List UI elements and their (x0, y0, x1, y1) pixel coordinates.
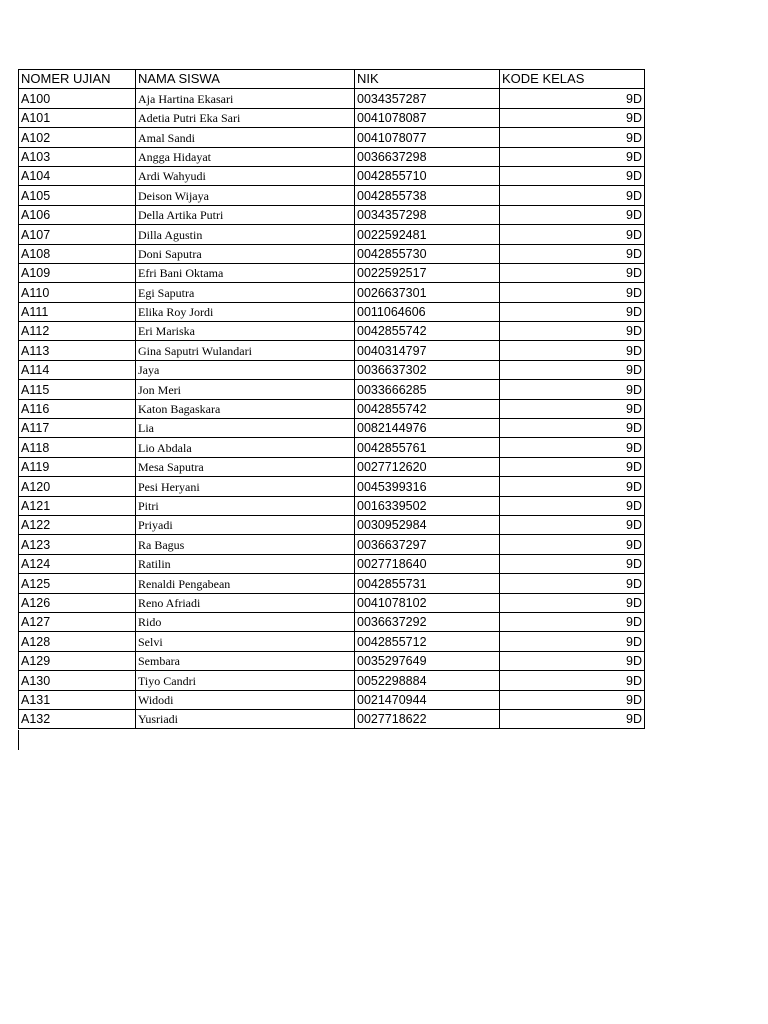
student-name-cell: Selvi (136, 632, 355, 651)
table-row (19, 147, 645, 166)
class-code-cell: 9D (500, 574, 645, 593)
student-name-cell: Renaldi Pengabean (136, 574, 355, 593)
student-name-cell: Della Artika Putri (136, 205, 355, 224)
exam-number-cell: A102 (19, 128, 136, 147)
table-row (19, 108, 645, 127)
header-row (19, 70, 645, 89)
class-code-cell: 9D (500, 341, 645, 360)
table-row (19, 166, 645, 185)
table-row (19, 341, 645, 360)
exam-number-cell: A117 (19, 419, 136, 438)
nik-cell: 0022592517 (355, 263, 500, 282)
roster-body (19, 89, 645, 729)
table-row (19, 302, 645, 321)
table-row (19, 244, 645, 263)
student-name-cell: Reno Afriadi (136, 593, 355, 612)
table-row (19, 457, 645, 476)
header-exam-number: NOMER UJIAN (19, 70, 136, 89)
nik-cell: 0052298884 (355, 671, 500, 690)
student-name-cell: Priyadi (136, 515, 355, 534)
exam-number-cell: A132 (19, 709, 136, 728)
exam-number-cell: A129 (19, 651, 136, 670)
class-code-cell: 9D (500, 554, 645, 573)
student-name-cell: Elika Roy Jordi (136, 302, 355, 321)
table-row (19, 632, 645, 651)
exam-number-cell: A106 (19, 205, 136, 224)
exam-number-cell: A115 (19, 380, 136, 399)
student-name-cell: Yusriadi (136, 709, 355, 728)
nik-cell: 0026637301 (355, 283, 500, 302)
class-code-cell: 9D (500, 147, 645, 166)
class-code-cell: 9D (500, 244, 645, 263)
class-code-cell: 9D (500, 263, 645, 282)
table-row (19, 322, 645, 341)
nik-cell: 0036637298 (355, 147, 500, 166)
class-code-cell: 9D (500, 651, 645, 670)
student-name-cell: Lio Abdala (136, 438, 355, 457)
class-code-cell: 9D (500, 457, 645, 476)
nik-cell: 0027718640 (355, 554, 500, 573)
student-name-cell: Sembara (136, 651, 355, 670)
table-row (19, 593, 645, 612)
table-row (19, 651, 645, 670)
nik-cell: 0036637297 (355, 535, 500, 554)
class-code-cell: 9D (500, 283, 645, 302)
nik-cell: 0035297649 (355, 651, 500, 670)
table-row (19, 205, 645, 224)
nik-cell: 0011064606 (355, 302, 500, 321)
class-code-cell: 9D (500, 108, 645, 127)
student-name-cell: Pesi Heryani (136, 477, 355, 496)
table-row (19, 477, 645, 496)
class-code-cell: 9D (500, 671, 645, 690)
class-code-cell: 9D (500, 360, 645, 379)
class-code-cell: 9D (500, 535, 645, 554)
student-roster-sheet (18, 69, 644, 729)
exam-number-cell: A123 (19, 535, 136, 554)
exam-number-cell: A103 (19, 147, 136, 166)
exam-number-cell: A111 (19, 302, 136, 321)
exam-number-cell: A100 (19, 89, 136, 108)
class-code-cell: 9D (500, 632, 645, 651)
class-code-cell: 9D (500, 225, 645, 244)
nik-cell: 0033666285 (355, 380, 500, 399)
student-name-cell: Widodi (136, 690, 355, 709)
student-name-cell: Lia (136, 419, 355, 438)
nik-cell: 0042855710 (355, 166, 500, 185)
student-name-cell: Jon Meri (136, 380, 355, 399)
nik-cell: 0042855712 (355, 632, 500, 651)
exam-number-cell: A112 (19, 322, 136, 341)
student-name-cell: Efri Bani Oktama (136, 263, 355, 282)
nik-cell: 0042855731 (355, 574, 500, 593)
student-name-cell: Amal Sandi (136, 128, 355, 147)
table-row (19, 496, 645, 515)
nik-cell: 0042855742 (355, 322, 500, 341)
nik-cell: 0034357298 (355, 205, 500, 224)
nik-cell: 0034357287 (355, 89, 500, 108)
class-code-cell: 9D (500, 205, 645, 224)
student-name-cell: Ratilin (136, 554, 355, 573)
exam-number-cell: A116 (19, 399, 136, 418)
table-row (19, 186, 645, 205)
student-name-cell: Doni Saputra (136, 244, 355, 263)
table-row (19, 283, 645, 302)
header-class-code: KODE KELAS (500, 70, 645, 89)
nik-cell: 0027712620 (355, 457, 500, 476)
table-row (19, 709, 645, 728)
exam-number-cell: A113 (19, 341, 136, 360)
table-row (19, 380, 645, 399)
exam-number-cell: A127 (19, 612, 136, 631)
class-code-cell: 9D (500, 322, 645, 341)
class-code-cell: 9D (500, 709, 645, 728)
class-code-cell: 9D (500, 89, 645, 108)
table-row (19, 263, 645, 282)
student-name-cell: Rido (136, 612, 355, 631)
table-row (19, 419, 645, 438)
nik-cell: 0021470944 (355, 690, 500, 709)
class-code-cell: 9D (500, 438, 645, 457)
student-name-cell: Ra Bagus (136, 535, 355, 554)
exam-number-cell: A119 (19, 457, 136, 476)
class-code-cell: 9D (500, 612, 645, 631)
exam-number-cell: A101 (19, 108, 136, 127)
table-row (19, 554, 645, 573)
student-name-cell: Tiyo Candri (136, 671, 355, 690)
student-name-cell: Eri Mariska (136, 322, 355, 341)
exam-number-cell: A126 (19, 593, 136, 612)
exam-number-cell: A105 (19, 186, 136, 205)
exam-number-cell: A114 (19, 360, 136, 379)
class-code-cell: 9D (500, 128, 645, 147)
exam-number-cell: A107 (19, 225, 136, 244)
nik-cell: 0030952984 (355, 515, 500, 534)
table-row (19, 690, 645, 709)
nik-cell: 0082144976 (355, 419, 500, 438)
nik-cell: 0036637292 (355, 612, 500, 631)
class-code-cell: 9D (500, 186, 645, 205)
student-roster-table (18, 69, 645, 729)
class-code-cell: 9D (500, 302, 645, 321)
nik-cell: 0040314797 (355, 341, 500, 360)
class-code-cell: 9D (500, 496, 645, 515)
header-student-name: NAMA SISWA (136, 70, 355, 89)
table-row (19, 574, 645, 593)
table-row (19, 535, 645, 554)
table-row (19, 515, 645, 534)
student-name-cell: Jaya (136, 360, 355, 379)
student-name-cell: Pitri (136, 496, 355, 515)
class-code-cell: 9D (500, 593, 645, 612)
table-row (19, 128, 645, 147)
student-name-cell: Angga Hidayat (136, 147, 355, 166)
table-row (19, 360, 645, 379)
table-row (19, 225, 645, 244)
class-code-cell: 9D (500, 477, 645, 496)
student-name-cell: Mesa Saputra (136, 457, 355, 476)
nik-cell: 0041078077 (355, 128, 500, 147)
nik-cell: 0042855738 (355, 186, 500, 205)
exam-number-cell: A122 (19, 515, 136, 534)
exam-number-cell: A118 (19, 438, 136, 457)
class-code-cell: 9D (500, 380, 645, 399)
exam-number-cell: A104 (19, 166, 136, 185)
class-code-cell: 9D (500, 399, 645, 418)
exam-number-cell: A109 (19, 263, 136, 282)
nik-cell: 0042855761 (355, 438, 500, 457)
exam-number-cell: A131 (19, 690, 136, 709)
nik-cell: 0045399316 (355, 477, 500, 496)
nik-cell: 0042855742 (355, 399, 500, 418)
class-code-cell: 9D (500, 515, 645, 534)
table-row (19, 612, 645, 631)
nik-cell: 0016339502 (355, 496, 500, 515)
nik-cell: 0036637302 (355, 360, 500, 379)
student-name-cell: Egi Saputra (136, 283, 355, 302)
student-name-cell: Aja Hartina Ekasari (136, 89, 355, 108)
table-row (19, 671, 645, 690)
table-row (19, 438, 645, 457)
nik-cell: 0041078102 (355, 593, 500, 612)
nik-cell: 0041078087 (355, 108, 500, 127)
table-row (19, 89, 645, 108)
exam-number-cell: A110 (19, 283, 136, 302)
exam-number-cell: A108 (19, 244, 136, 263)
student-name-cell: Katon Bagaskara (136, 399, 355, 418)
student-name-cell: Adetia Putri Eka Sari (136, 108, 355, 127)
header-nik: NIK (355, 70, 500, 89)
nik-cell: 0027718622 (355, 709, 500, 728)
student-name-cell: Deison Wijaya (136, 186, 355, 205)
student-name-cell: Ardi Wahyudi (136, 166, 355, 185)
class-code-cell: 9D (500, 690, 645, 709)
nik-cell: 0042855730 (355, 244, 500, 263)
exam-number-cell: A128 (19, 632, 136, 651)
exam-number-cell: A124 (19, 554, 136, 573)
student-name-cell: Gina Saputri Wulandari (136, 341, 355, 360)
exam-number-cell: A125 (19, 574, 136, 593)
student-name-cell: Dilla Agustin (136, 225, 355, 244)
class-code-cell: 9D (500, 166, 645, 185)
trailing-cell-border (18, 730, 19, 750)
class-code-cell: 9D (500, 419, 645, 438)
exam-number-cell: A121 (19, 496, 136, 515)
nik-cell: 0022592481 (355, 225, 500, 244)
exam-number-cell: A120 (19, 477, 136, 496)
table-row (19, 399, 645, 418)
exam-number-cell: A130 (19, 671, 136, 690)
